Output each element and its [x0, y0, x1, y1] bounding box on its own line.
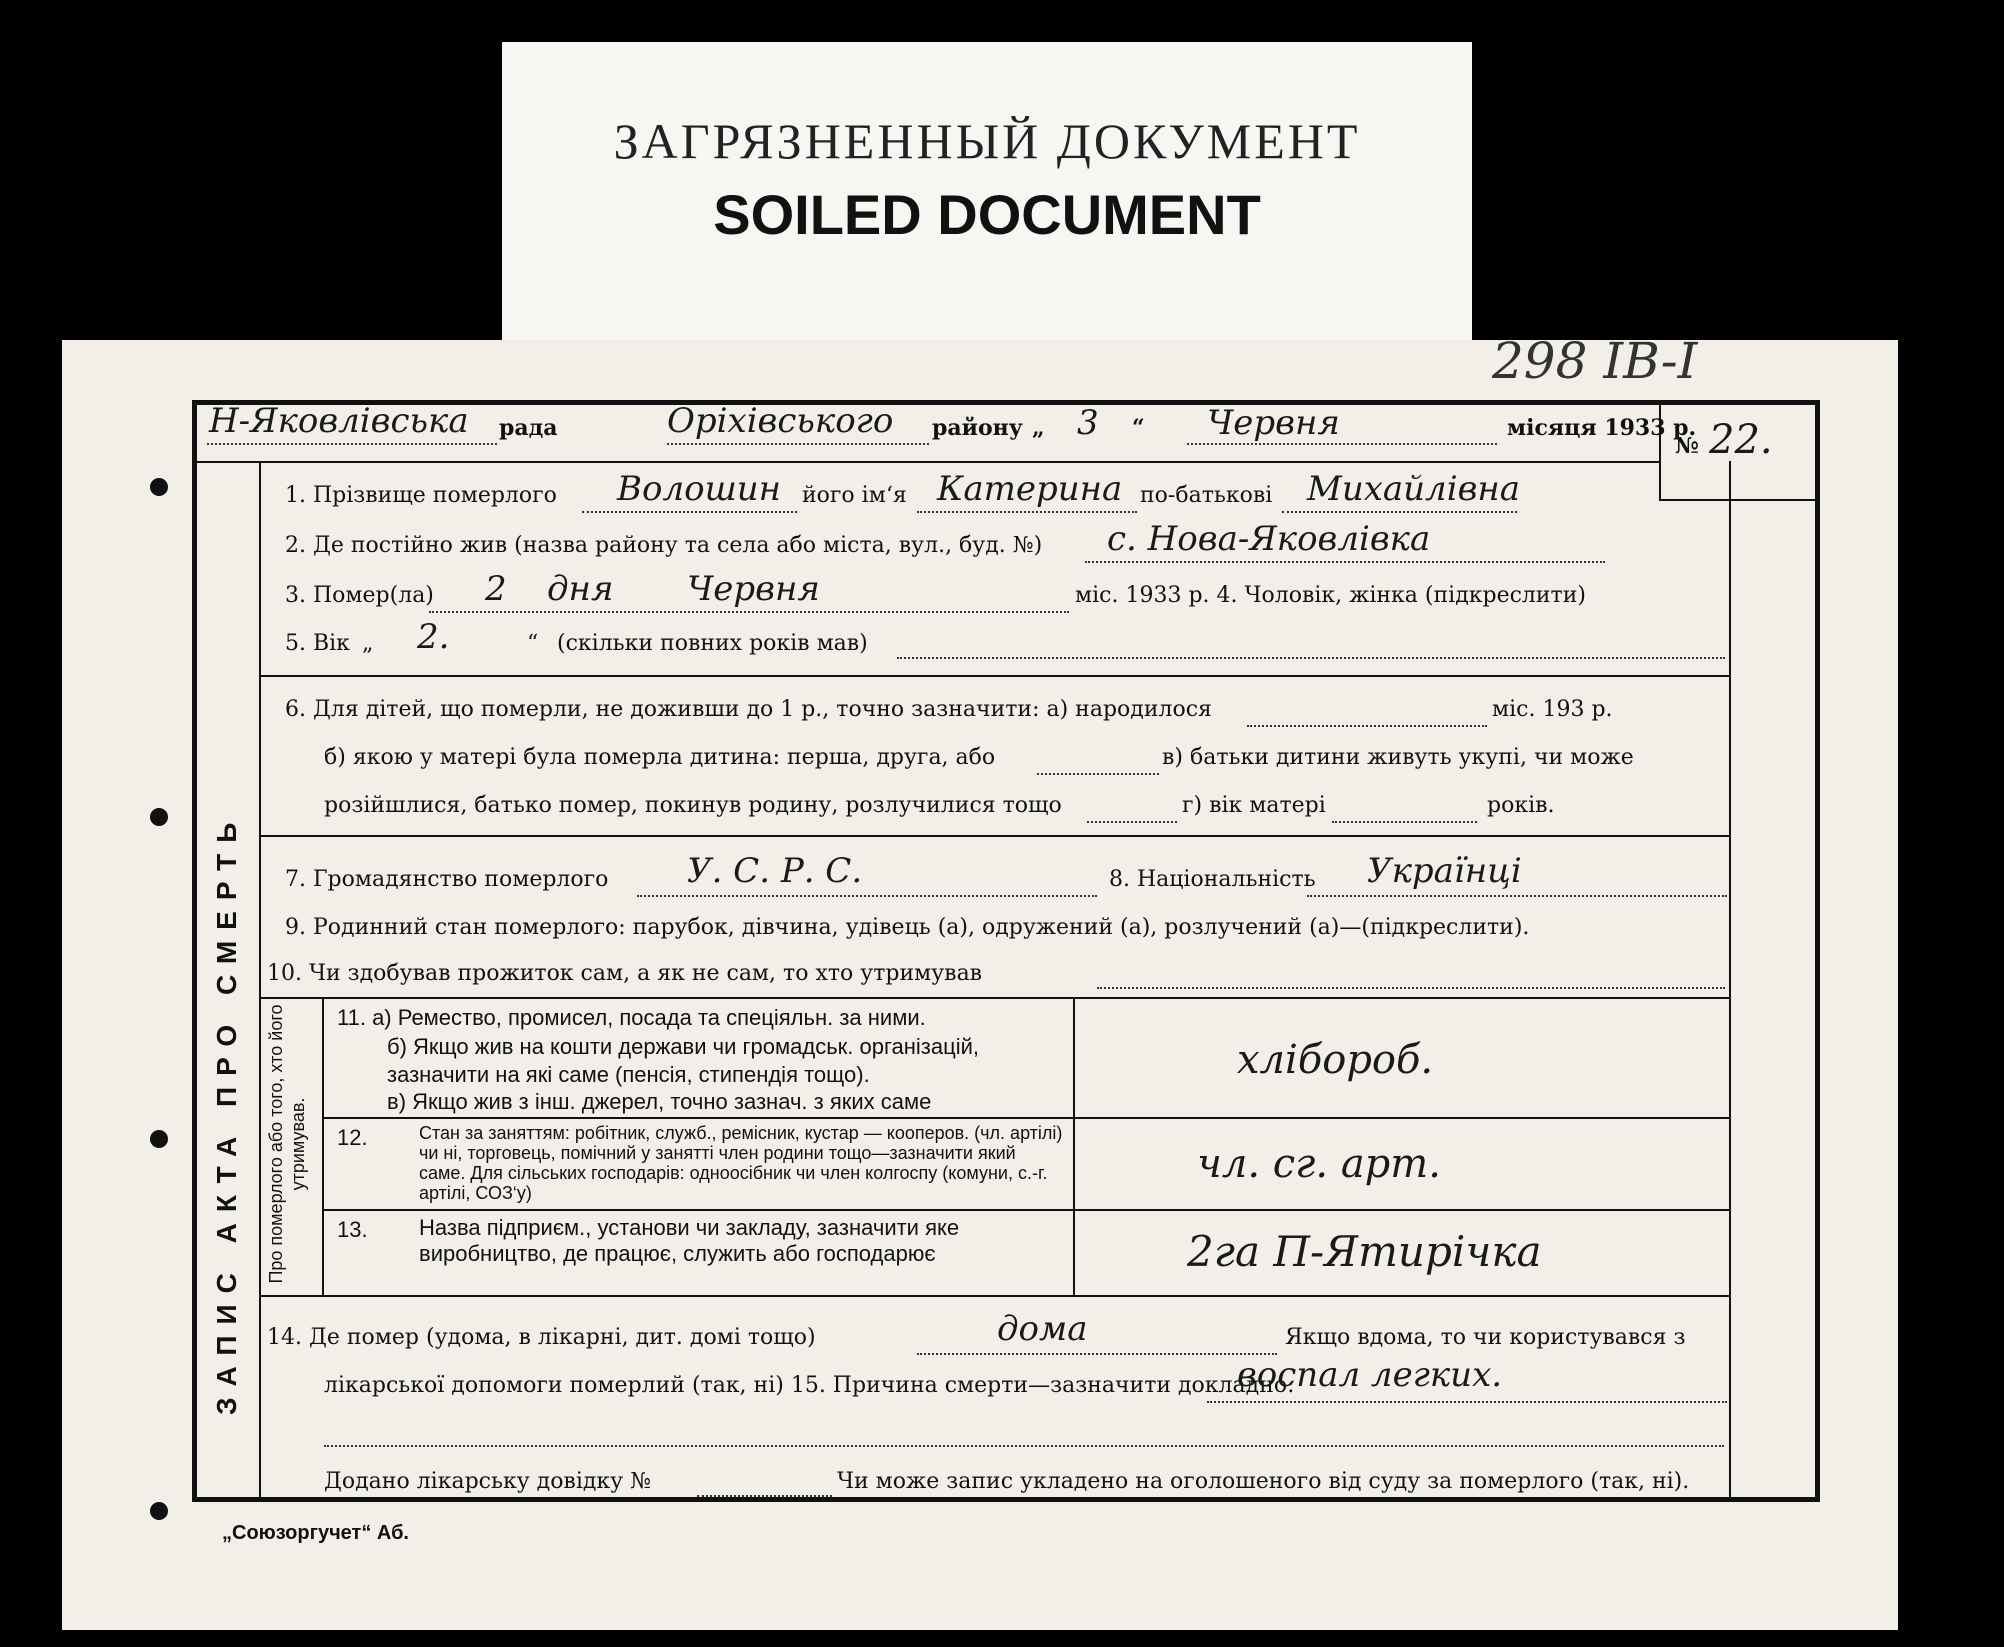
patronymic-handwritten: Михайлівна	[1307, 469, 1521, 509]
label-english: SOILED DOCUMENT	[713, 183, 1261, 246]
row6-line3-tail: років.	[1487, 793, 1555, 818]
row6-line3-mid: г) вік матері	[1182, 793, 1326, 818]
patronymic-label: по-батькові	[1140, 483, 1273, 508]
row13-number: 13.	[337, 1217, 368, 1242]
district-handwritten: Оріхівського	[667, 401, 894, 441]
row14-tail: Якщо вдома, то чи користувався з	[1285, 1325, 1686, 1350]
row13-text: Назва підприєм., установи чи закладу, зазначити яке виробництво, де працює, служить або господарює	[419, 1215, 960, 1266]
record-number-label: №	[1675, 433, 1699, 459]
month-year-label: місяця 1933 р.	[1507, 415, 1697, 441]
council-label: рада	[499, 415, 558, 441]
archive-corner-numbers: 298 IB-I	[1492, 332, 1698, 390]
age-handwritten: 2.	[417, 617, 450, 657]
row10-label: 10. Чи здобував прожиток сам, а як не сам, то хто утримував	[267, 961, 983, 986]
row8-label: 8. Національність	[1109, 867, 1316, 892]
row15-label: лікарської допомоги померлий (так, ні) 15. Причина смерти—зазначити докладно:	[324, 1373, 1295, 1398]
row6-line2: б) якою у матері була померла дитина: перша, друга, або	[324, 745, 996, 770]
surname-handwritten: Волошин	[617, 469, 782, 509]
punch-hole	[150, 1130, 168, 1148]
death-record-card	[62, 332, 1898, 1630]
row6-line1-tail: міс. 193 р.	[1492, 697, 1613, 722]
row6-line2-tail: в) батьки дитини живуть укупі, чи може	[1162, 745, 1634, 770]
row12-number: 12.	[337, 1125, 368, 1150]
council-handwritten: Н-Яковлівська	[209, 401, 469, 441]
nationality-handwritten: Українці	[1367, 851, 1522, 891]
employment-status-handwritten: чл. сг. арт.	[1197, 1141, 1441, 1187]
district-label: району	[932, 415, 1023, 441]
name-handwritten: Катерина	[937, 469, 1123, 509]
form-frame: Н-Яковлівська рада Оріхівського району „ 3 “ Червня місяця 1933 р. № 22. ЗАПИС АКТА ПРО СМЕРТЬ 1. Прізвище померлого Волошин його ім‘я Катерина по-батькові Михайлівна 2. Де постійно жив (назва району та села або міста, вул., буд. №) с. Нова-Яковлівка 3. Помер(ла) 2 дня Червня міс. 1933 р. 4. Чоловік, жінка (підкреслити) 5. Вік „ 2. “ (скільки повних років мав) 6. Для дітей, що померли, не доживши до 1 р., точно зазначити: а) народилося міс. 193 р. б) якою у матері була померла дитина: перша, друга, або в) батьки дитини живуть укупі, чи може розійшлися, батько помер, покинув родину, розлучилися тощо г) вік матері років. 7. Громадянство померлого У. С. Р. С. 8. Національність Українці 9. Родинний стан померлого: парубок, дівчина, удівець (а), одружений (а), розлучений (а)—(підкреслити). 10. Чи здобував прожиток сам, а як не сам, то хто утримував Про померлого або того, хто його утримував. 11. а) Ремество, промисел, посада та спеціяльн. за ними. б) Якщо жив на кошти держави чи громадськ. організацій, зазначити на які саме (пенсія, стипендія тощо). в) Якщо жив з інш. джерел, точно зазнач. з яких саме хлібороб. 12. Стан за заняттям: робітник, служб., ремісник, кустар — кооперов. (чл. артілі) чи ні, торговець, помічний у занятті член родини тощо—зазначити який саме. Для сільських господарів: одноосібник чи член колгоспу (комуни, с.-г. артілі, СОЗ‘у) чл. сг. арт. 13. Назва підприєм., установи чи закладу, зазначити яке виробництво, де працює, служить або господарює 2га П-Ятирічка 14. Де помер (удома, в лікарні, дит. домі тощо) дома Якщо вдома, то чи користувався з лікарської допомоги померлий (так, ні) 15. Причина смерти—зазначити докладно: воспал легких. Додано лікарську довідку № Чи може запис укладено на оголошеного від суду за померлого (так, ні).	[192, 400, 1820, 1502]
day-handwritten: 3	[1077, 403, 1099, 443]
row14-label: 14. Де помер (удома, в лікарні, дит. домі тощо)	[267, 1325, 816, 1350]
label-russian: ЗАГРЯЗНЕННЫЙ ДОКУМЕНТ	[613, 113, 1361, 169]
cause-of-death-handwritten: воспал легких.	[1237, 1355, 1503, 1395]
record-number-handwritten: 22.	[1709, 417, 1773, 463]
punch-hole	[150, 1502, 168, 1520]
death-month-handwritten: Червня	[687, 569, 820, 609]
row11-c: в) Якщо жив з інш. джерел, точно зазнач. з яких саме	[387, 1089, 932, 1114]
printer-mark: „Союзоргучет“ Аб.	[222, 1522, 409, 1544]
row7-label: 7. Громадянство померлого	[285, 867, 609, 892]
row2-label: 2. Де постійно жив (назва району та села або міста, вул., буд. №)	[285, 533, 1043, 558]
row5-tail: (скільки повних років мав)	[557, 631, 868, 656]
row1-label: 1. Прізвище померлого	[285, 483, 557, 508]
side-title: ЗАПИС АКТА ПРО СМЕРТЬ	[211, 811, 242, 1415]
row11-b: б) Якщо жив на кошти держави чи громадськ. організацій, зазначити на які саме (пенсія, стипендія тощо).	[387, 1034, 980, 1087]
residence-handwritten: с. Нова-Яковлівка	[1107, 519, 1431, 559]
death-day-word-handwritten: дня	[547, 569, 614, 609]
workplace-handwritten: 2га П-Ятирічка	[1187, 1227, 1542, 1276]
row6-line3: розійшлися, батько помер, покинув родину, розлучилися тощо	[324, 793, 1062, 818]
footer-certificate-label: Додано лікарську довідку №	[324, 1469, 651, 1494]
punch-hole	[150, 808, 168, 826]
row12-text: Стан за заняттям: робітник, служб., ремісник, кустар — кооперов. (чл. артілі) чи ні, торговець, помічний у занятті член родини тощо—зазначити який саме. Для сільських господарів: одноосібник чи член колгоспу (комуни, с.-г. артілі, СОЗ‘у)	[419, 1123, 1063, 1203]
death-place-handwritten: дома	[997, 1309, 1088, 1349]
row9-label: 9. Родинний стан померлого: парубок, дівчина, удівець (а), одружений (а), розлучений (а)—(підкреслити).	[285, 915, 1530, 940]
punch-hole	[150, 478, 168, 496]
row5-label: 5. Вік	[285, 631, 350, 656]
row11-a: 11. а) Ремество, промисел, посада та спеціяльн. за ними.	[337, 1005, 926, 1030]
name-label: його ім‘я	[802, 483, 907, 508]
citizenship-handwritten: У. С. Р. С.	[687, 851, 863, 891]
side-small-label: Про померлого або того, хто його утримував.	[266, 1004, 308, 1284]
death-day-handwritten: 2	[485, 569, 507, 609]
row6-line1: 6. Для дітей, що померли, не доживши до 1 р., точно зазначити: а) народилося	[285, 697, 1212, 722]
month-handwritten: Червня	[1207, 403, 1340, 443]
row3-year-label: міс. 1933 р. 4. Чоловік, жінка (підкреслити)	[1075, 583, 1586, 608]
row3-label: 3. Помер(ла)	[285, 583, 434, 608]
footer-tail: Чи може запис укладено на оголошеного від суду за померлого (так, ні).	[837, 1469, 1690, 1494]
soiled-document-label	[502, 42, 1472, 342]
occupation-handwritten: хлібороб.	[1237, 1037, 1434, 1083]
